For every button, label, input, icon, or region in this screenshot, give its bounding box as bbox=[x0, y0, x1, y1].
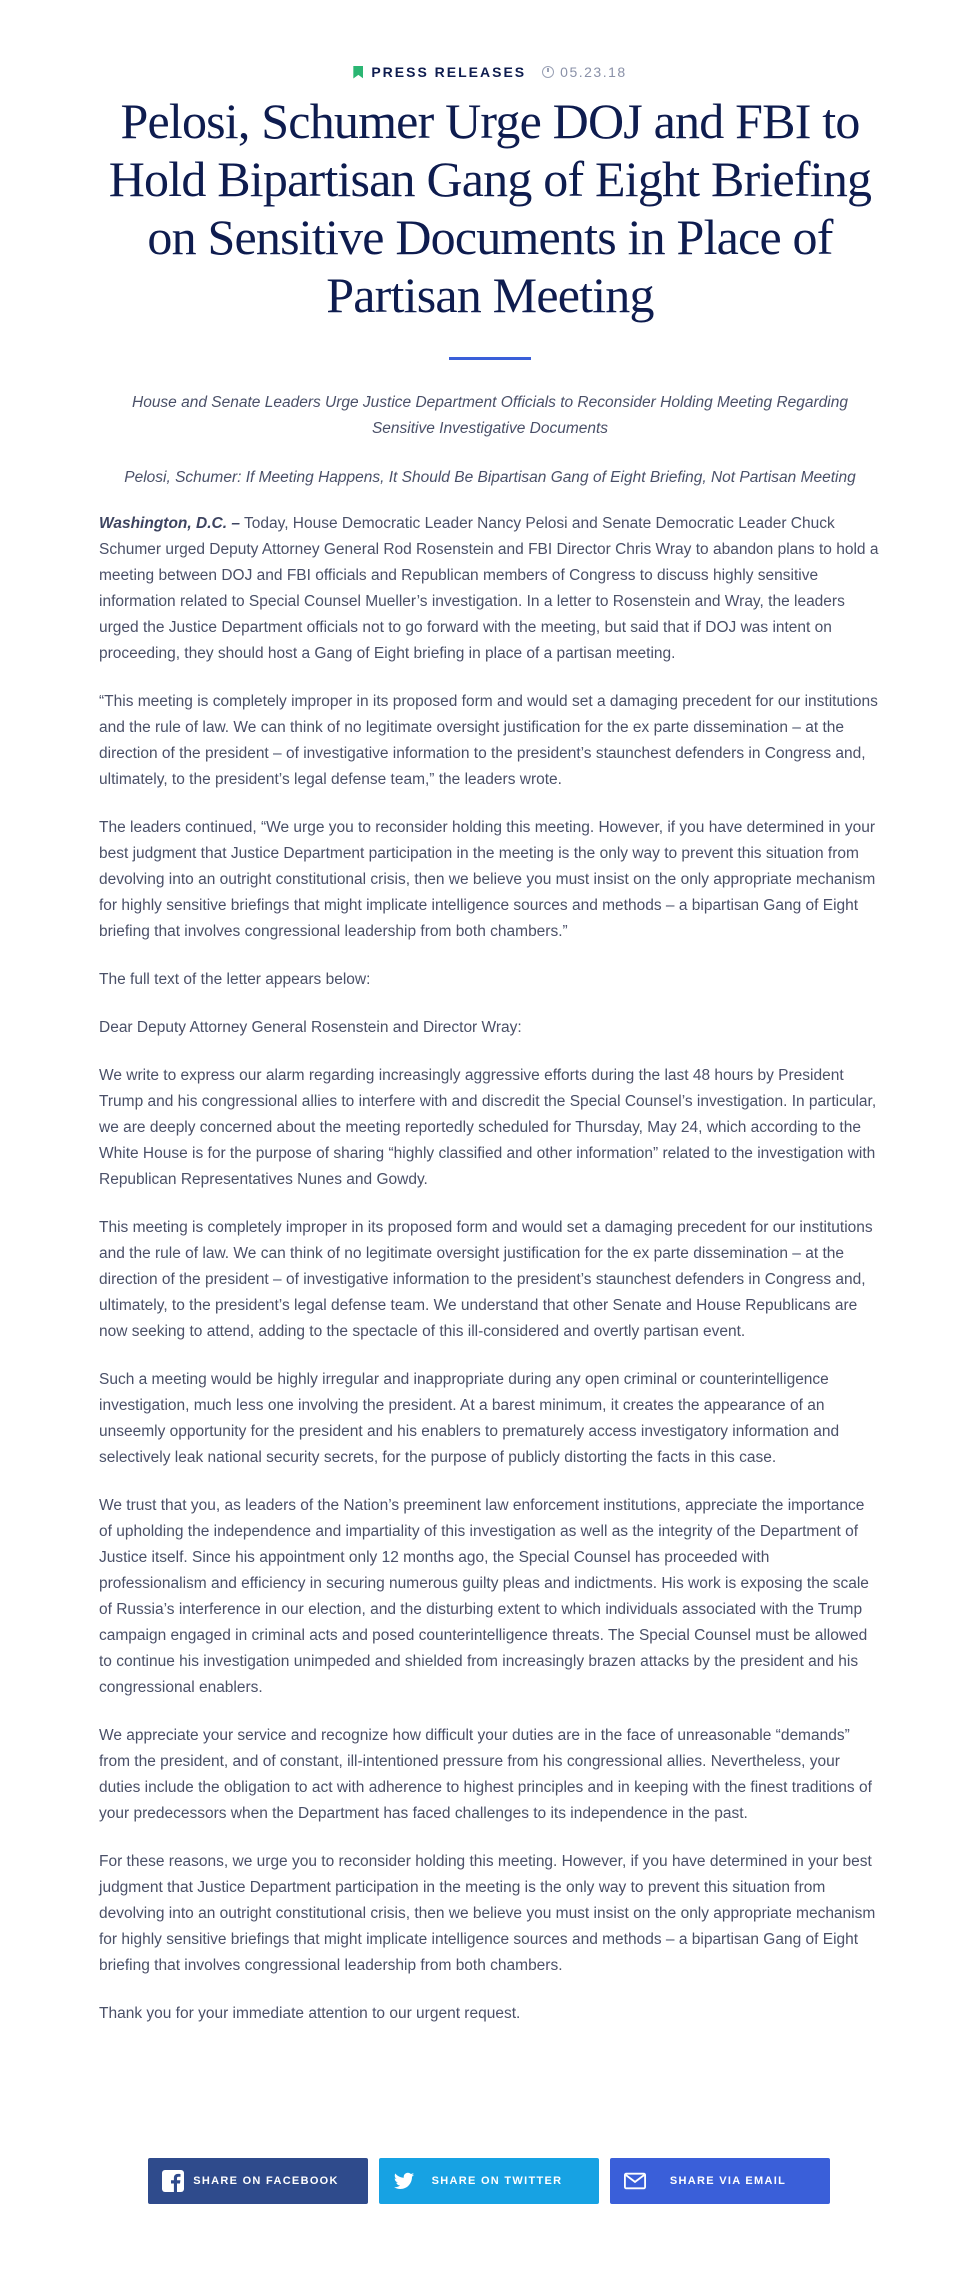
body-paragraph: The full text of the letter appears below: bbox=[99, 971, 371, 988]
subheadline: House and Senate Leaders Urge Justice Department Officials to Reconsider Holding Meeting Regarding Sensitive Investigative Documents bbox=[132, 394, 848, 437]
twitter-icon bbox=[393, 2170, 415, 2192]
share-twitter-label: SHARE ON TWITTER bbox=[431, 2175, 563, 2187]
body-paragraph: “This meeting is completely improper in its proposed form and would set a damaging precedent for our institutions and the rule of law. We can think of no legitimate oversight justification for the ex parte dissemination – at the direction of the president – of investigative information to the president’s staunchest defenders in Congress and, ultimately, to the president’s legal defense team,” the leaders wrote. bbox=[99, 693, 878, 788]
publish-date: 05.23.18 bbox=[560, 64, 627, 80]
share-twitter-button[interactable] bbox=[379, 2158, 599, 2204]
category-link[interactable]: PRESS RELEASES bbox=[371, 64, 527, 80]
share-email-button[interactable] bbox=[610, 2158, 830, 2204]
bookmark-icon bbox=[353, 66, 363, 79]
page-title: Pelosi, Schumer Urge DOJ and FBI to Hold Bipartisan Gang of Eight Briefing on Sensitive Documents in Place of Partisan Meeting bbox=[108, 93, 872, 323]
letter-salutation: Dear Deputy Attorney General Rosenstein and Director Wray: bbox=[99, 1019, 522, 1036]
share-facebook-button[interactable] bbox=[148, 2158, 368, 2204]
title-divider bbox=[449, 357, 531, 360]
body-paragraph: We appreciate your service and recognize how difficult your duties are in the face of unreasonable “demands” from the president, and of constant, ill-intentioned pressure from his congressional allies. Nevertheless, your duties include the obligation to act with adherence to highest principles and in keeping with the finest traditions of your predecessors when the Department has faced challenges to its independence in the past. bbox=[99, 1727, 872, 1822]
body-paragraph: The leaders continued, “We urge you to reconsider holding this meeting. However, if you have determined in your best judgment that Justice Department participation in the meeting is the only way to prevent this situation from devolving into an outright constitutional crisis, then we believe you must insist on the only appropriate mechanism for highly sensitive briefings that might implicate intelligence sources and methods – a bipartisan Gang of Eight briefing that involves congressional leadership from both chambers.” bbox=[99, 819, 876, 940]
body-paragraph: This meeting is completely improper in its proposed form and would set a damaging precedent for our institutions and the rule of law. We can think of no legitimate oversight justification for the ex parte dissemination – at the direction of the president – of investigative information to the president’s staunchest defenders in Congress and, ultimately, to the president’s legal defense team. We understand that other Senate and House Republicans are now seeking to attend, adding to the spectacle of this ill-considered and overtly partisan event. bbox=[99, 1219, 873, 1340]
letter-closing: Thank you for your immediate attention to our urgent request. bbox=[99, 2005, 521, 2022]
envelope-icon bbox=[624, 2170, 646, 2192]
article-body bbox=[99, 511, 881, 2049]
facebook-icon bbox=[162, 2170, 184, 2192]
share-bar bbox=[148, 2158, 830, 2204]
dateline: Washington, D.C. – bbox=[99, 515, 240, 532]
body-paragraph: We write to express our alarm regarding increasingly aggressive efforts during the last 48 hours by President Trump and his congressional allies to interfere with and discredit the Special Counsel’s investigation. In particular, we are deeply concerned about the meeting reportedly scheduled for Thursday, May 24, which according to the White House is for the purpose of sharing “highly classified and other information” related to the investigation with Republican Representatives Nunes and Gowdy. bbox=[99, 1067, 877, 1188]
body-paragraph: Such a meeting would be highly irregular and inappropriate during any open criminal or counterintelligence investigation, much less one involving the president. At a barest minimum, it creates the appearance of an unseemly opportunity for the president and his enablers to prematurely access investigatory information and selectively leak national security secrets, for the purpose of publicly distorting the facts in this case. bbox=[99, 1371, 840, 1466]
article-meta bbox=[0, 64, 980, 80]
lead-text: Today, House Democratic Leader Nancy Pelosi and Senate Democratic Leader Chuck Schumer urged Deputy Attorney General Rod Rosenstein and FBI Director Chris Wray to abandon plans to hold a meeting between DOJ and FBI officials and Republican members of Congress to discuss highly sensitive information related to Special Counsel Mueller’s investigation. In a letter to Rosenstein and Wray, the leaders urged the Justice Department officials not to go forward with the meeting, but said that if DOJ was intent on proceeding, they should host a Gang of Eight briefing in place of a partisan meeting. bbox=[99, 515, 879, 662]
body-paragraph: For these reasons, we urge you to reconsider holding this meeting. However, if you have determined in your best judgment that Justice Department participation in the meeting is the only way to prevent this situation from devolving into an outright constitutional crisis, then we believe you must insist on the only appropriate mechanism for highly sensitive briefings that might implicate intelligence sources and methods – a bipartisan Gang of Eight briefing that involves congressional leadership from both chambers. bbox=[99, 1853, 876, 1974]
clock-icon bbox=[542, 66, 554, 78]
lead-paragraph bbox=[99, 511, 881, 667]
share-email-label: SHARE VIA EMAIL bbox=[669, 2175, 787, 2187]
body-paragraph: We trust that you, as leaders of the Nation’s preeminent law enforcement institutions, appreciate the importance of upholding the independence and impartiality of this investigation as well as the integrity of the Department of Justice itself. Since his appointment only 12 months ago, the Special Counsel has proceeded with professionalism and efficiency in securing numerous guilty pleas and indictments. His work is exposing the scale of Russia’s interference in our election, and the disturbing extent to which individuals associated with the Trump campaign engaged in criminal acts and posed counterintelligence threats. The Special Counsel must be allowed to continue his investigation unimpeded and shielded from increasingly brazen attacks by the president and his congressional enablers. bbox=[99, 1497, 869, 1696]
share-facebook-label: SHARE ON FACEBOOK bbox=[193, 2175, 339, 2187]
subheadline: Pelosi, Schumer: If Meeting Happens, It Should Be Bipartisan Gang of Eight Briefing, Not Partisan Meeting bbox=[124, 469, 856, 486]
